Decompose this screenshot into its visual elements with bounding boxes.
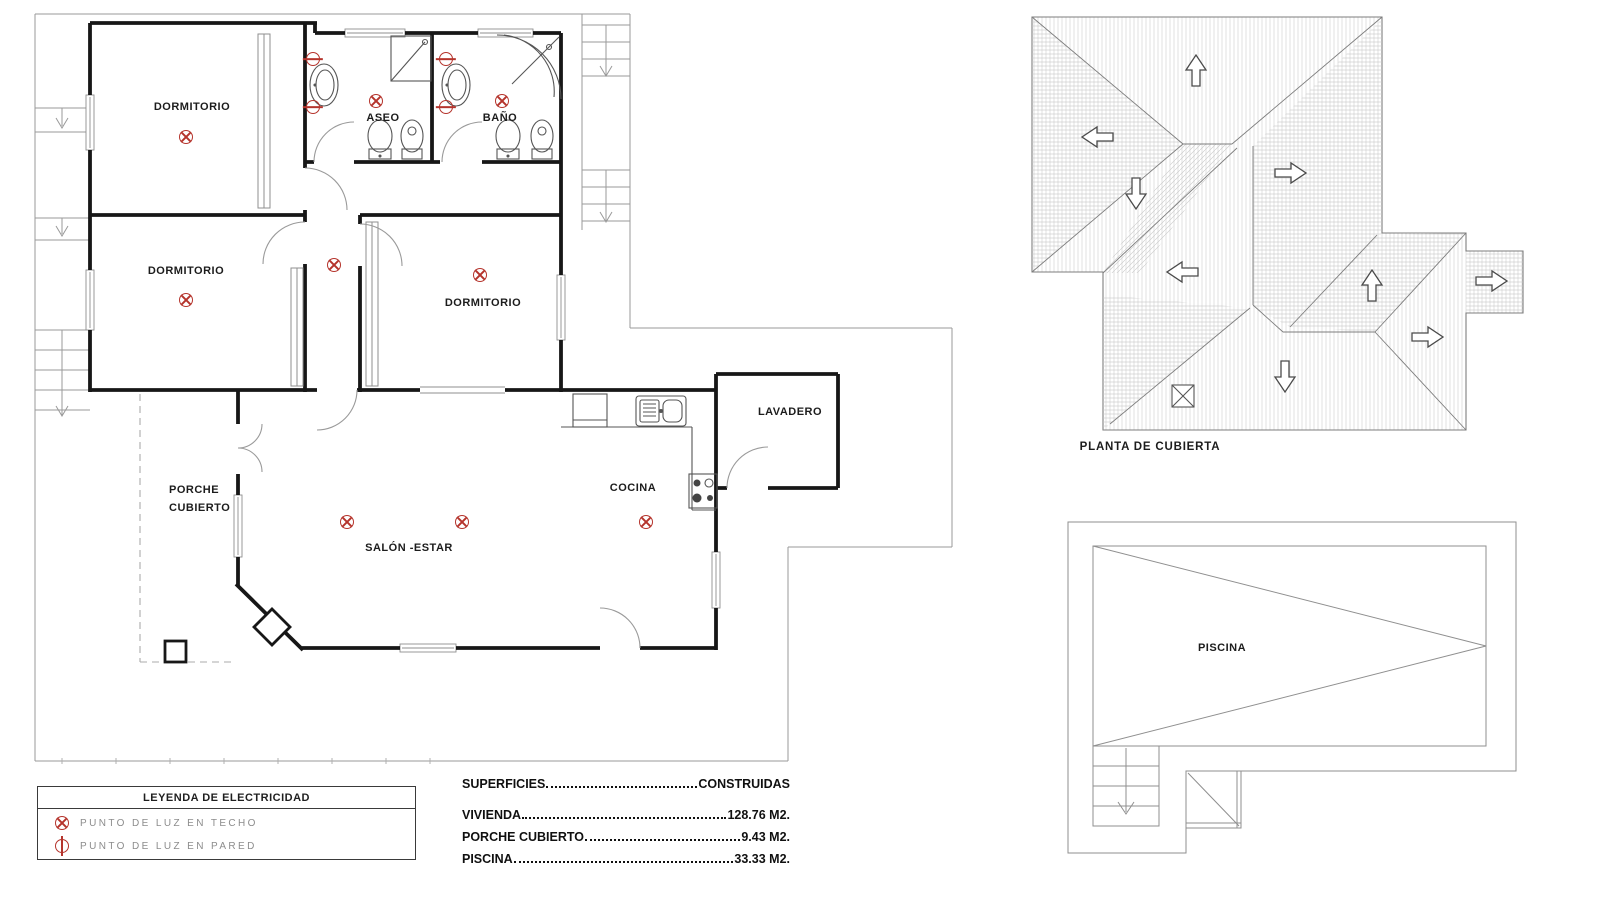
- chimney: [1172, 385, 1194, 407]
- surface-row-porche: [462, 830, 790, 845]
- surface-label: PISCINA: [462, 852, 513, 866]
- room-label-dormitorio-3: DORMITORIO: [444, 297, 522, 309]
- room-label-bano: BAÑO: [482, 112, 518, 124]
- pool-plan: [1068, 522, 1516, 853]
- surfaces-header-value: CONSTRUIDAS: [698, 777, 790, 791]
- ceiling-light-symbol: [369, 94, 383, 108]
- legend-row-wall: [38, 837, 415, 855]
- wall-light-symbol: [306, 52, 320, 66]
- legend-item-label: PUNTO DE LUZ EN TECHO: [80, 817, 258, 829]
- wall-light-icon: [55, 839, 69, 853]
- surface-label: VIVIENDA: [462, 808, 522, 822]
- ceiling-light-symbol: [340, 515, 354, 529]
- room-label-porche-line1: PORCHE: [169, 484, 220, 496]
- ceiling-light-symbol: [455, 515, 469, 529]
- dot-leader: [514, 860, 734, 863]
- windows: [86, 29, 720, 652]
- house-walls: [90, 23, 838, 650]
- wall-light-symbol: [439, 100, 453, 114]
- dot-leader: [546, 785, 697, 788]
- doors: [238, 122, 768, 648]
- ceiling-light-symbol: [179, 130, 193, 144]
- pool-stairs: [1093, 746, 1159, 826]
- ceiling-light-symbol: [473, 268, 487, 282]
- room-label-salon-estar: SALÓN -ESTAR: [365, 542, 453, 554]
- ceiling-light-symbol: [495, 94, 509, 108]
- porch-outline: [140, 394, 236, 662]
- surfaces-header: [462, 777, 790, 792]
- room-label-aseo: ASEO: [366, 112, 400, 124]
- wall-light-symbol: [306, 100, 320, 114]
- dot-leader: [585, 838, 740, 841]
- room-label-dormitorio-1: DORMITORIO: [153, 101, 231, 113]
- ceiling-light-symbol: [327, 258, 341, 272]
- legend-title: LEYENDA DE ELECTRICIDAD: [38, 787, 415, 809]
- ceiling-light-symbol: [639, 515, 653, 529]
- room-label-lavadero: LAVADERO: [757, 406, 823, 418]
- roof-plan: [1032, 17, 1523, 430]
- surface-label: PORCHE CUBIERTO: [462, 830, 585, 844]
- electric-legend: [37, 786, 416, 860]
- room-label-dormitorio-2: DORMITORIO: [147, 265, 225, 277]
- ceiling-light-symbol: [179, 293, 193, 307]
- roof-plan-title: PLANTA DE CUBIERTA: [1079, 441, 1221, 453]
- surface-value: 9.43 M2.: [741, 830, 790, 844]
- surfaces-table: [462, 777, 790, 867]
- surface-value: 128.76 M2.: [727, 808, 790, 822]
- porch-post: [165, 641, 186, 662]
- legend-row-ceiling: [38, 814, 415, 832]
- fireplace: [254, 609, 290, 645]
- pool-label: PISCINA: [1197, 642, 1247, 654]
- surface-value: 33.33 M2.: [734, 852, 790, 866]
- surface-row-piscina: [462, 852, 790, 867]
- ceiling-light-icon: [55, 816, 69, 830]
- pool-detail-square: [1186, 771, 1241, 828]
- dot-leader: [522, 816, 726, 819]
- room-label-porche-line2: CUBIERTO: [169, 502, 231, 514]
- room-label-cocina: COCINA: [609, 482, 657, 494]
- bath-fixtures: [310, 35, 561, 159]
- legend-item-label: PUNTO DE LUZ EN PARED: [80, 840, 257, 852]
- surface-row-vivienda: [462, 808, 790, 823]
- surfaces-header-label: SUPERFICIES: [462, 777, 546, 791]
- wall-light-symbol: [439, 52, 453, 66]
